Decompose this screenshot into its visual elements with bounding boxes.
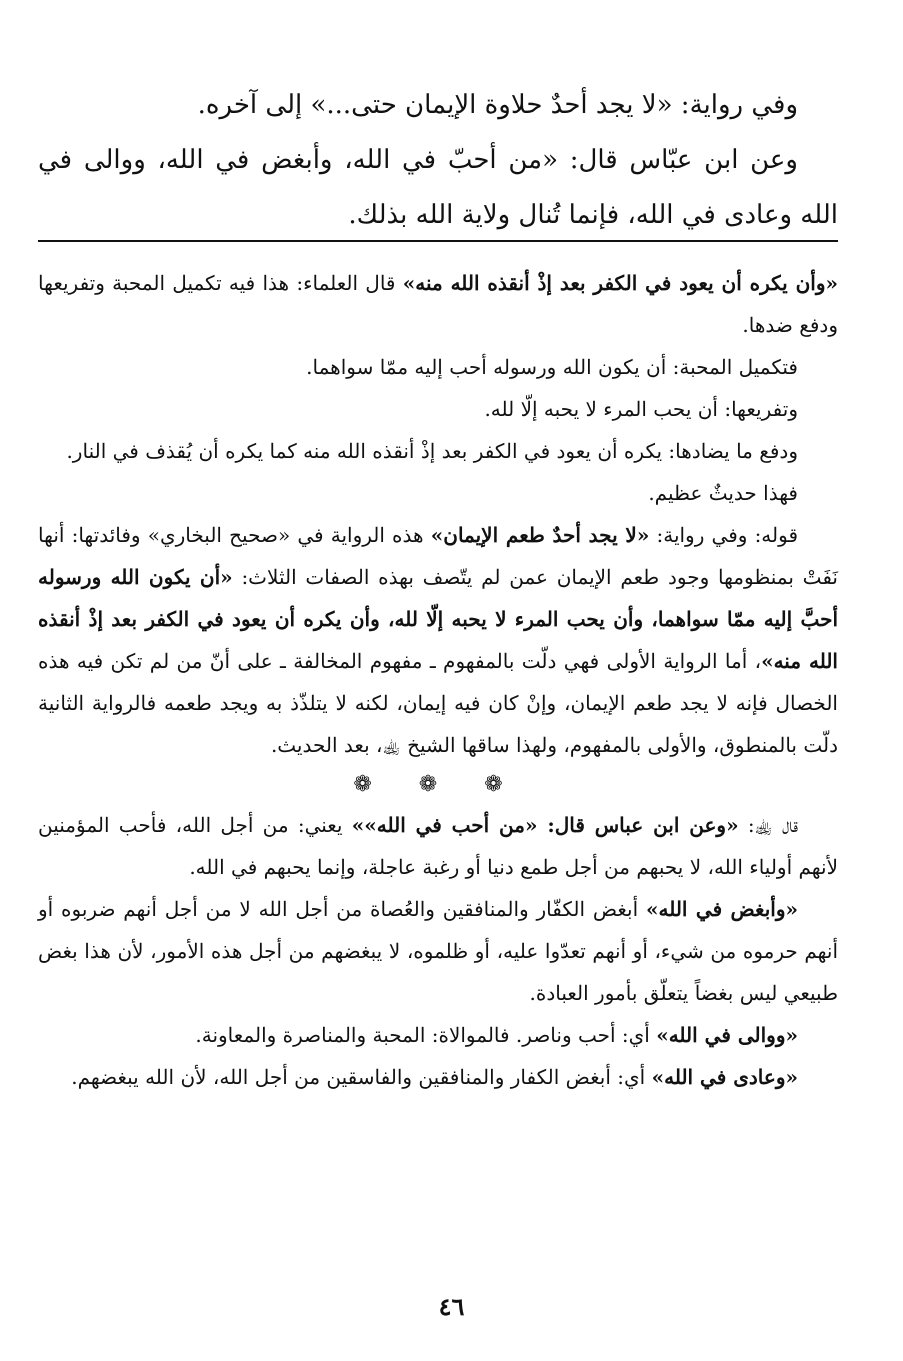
quoted-text: «أن يكون الله ورسوله أحبَّ إليه ممّا سواهما، وأن يحب المرء لا يحبه إلّا لله، وأن يكره أن يعود في الكفر بعد إذْ أنقذه الله منه» <box>38 565 838 673</box>
commentary-text: يعني: من أجل الله، فأحب المؤمنين لأنهم أولياء الله، لا يحبهم من أجل طمع دنيا أو رغبة عاجلة، وإنما يحبهم في الله. <box>38 813 838 879</box>
commentary-paragraph-5: فهذا حديثٌ عظيم. <box>648 481 798 505</box>
commentary-paragraph-8 <box>38 888 838 1014</box>
commentary-paragraph-3: وتفريعها: أن يحب المرء لا يحبه إلّا لله. <box>484 397 798 421</box>
quoted-text: «لا يجد أحدٌ طعم الإيمان» <box>430 523 650 547</box>
commentary-text: أي: أحب وناصر. فالموالاة: المحبة والمناصرة والمعاونة. <box>195 1023 657 1047</box>
commentary-text: قال العلماء: هذا فيه تكميل المحبة وتفريعها ودفع ضدها. <box>38 271 838 337</box>
section-separator-stars: ❁ ❁ ❁ <box>353 772 523 797</box>
page-number: ٤٦ <box>438 1292 465 1321</box>
commentary-text: أبغض الكفّار والمنافقين والعُصاة من أجل الله لا من أجل أنهم ضربوه أو أنهم حرموه من شيء، أو أنهم تعدّوا عليه، أو ظلموه، لا يبغضهم من أجل هذه الأمور، لأن هذا بغض طبيعي ليس بغضاً يتعلّق بأمور العبادة. <box>38 897 838 1005</box>
main-text-block <box>38 78 838 243</box>
commentary-text: هذه الرواية في «صحيح البخاري» وفائدتها: أنها نَفَتْ بمنظومها وجود طعم الإيمان عمن لم يتّصف بهذه الصفات الثلاث: <box>38 523 839 589</box>
commentary-paragraph-9 <box>38 1014 838 1056</box>
commentary-text: قوله: وفي رواية: <box>649 523 799 547</box>
commentary-paragraph-6 <box>38 514 838 766</box>
quoted-text: «وعن ابن عباس قال: «من أحب في الله»» <box>351 813 739 837</box>
quoted-text: «وأبغض في الله» <box>645 897 798 921</box>
commentary-text: ، أما الرواية الأولى فهي دلّت بالمفهوم ـ مفهوم المخالفة ـ على أنّ من لم تكن فيه هذه الخصال فإنه لا يجد طعم الإيمان، وإنْ كان فيه إيمان، لكنه لا يتلذّذ به ويجد طعمه فالرواية الثانية دلّت بالمنطوق، والأولى بالمفهوم، ولهذا ساقها الشيخ ﵀، بعد الحديث. <box>38 649 838 757</box>
quoted-text: «وأن يكره أن يعود في الكفر بعد إذْ أنقذه الله منه» <box>402 271 839 295</box>
commentary-paragraph-1 <box>38 262 838 346</box>
commentary-text: قال ﵀: <box>738 813 799 837</box>
commentary-paragraph-4: ودفع ما يضادها: يكره أن يعود في الكفر بعد إذْ أنقذه الله منه كما يكره أن يُقذف في النار. <box>66 439 798 463</box>
main-paragraph-2: وعن ابن عبّاس قال: «من أحبّ في الله، وأبغض في الله، ووالى في الله وعادى في الله، فإنما تُنال ولاية الله بذلك. <box>38 145 838 230</box>
commentary-paragraph-7 <box>38 804 838 888</box>
main-paragraph-1: وفي رواية: «لا يجد أحدٌ حلاوة الإيمان حتى...» إلى آخره. <box>197 90 798 120</box>
quoted-text: «ووالى في الله» <box>656 1023 798 1047</box>
footnote-divider <box>38 240 838 242</box>
commentary-block <box>38 262 838 1098</box>
quoted-text: «وعادى في الله» <box>651 1065 798 1089</box>
commentary-paragraph-10 <box>38 1056 838 1098</box>
commentary-text: أي: أبغض الكفار والمنافقين والفاسقين من أجل الله، لأن الله يبغضهم. <box>71 1065 652 1089</box>
commentary-paragraph-2: فتكميل المحبة: أن يكون الله ورسوله أحب إليه ممّا سواهما. <box>306 355 798 379</box>
